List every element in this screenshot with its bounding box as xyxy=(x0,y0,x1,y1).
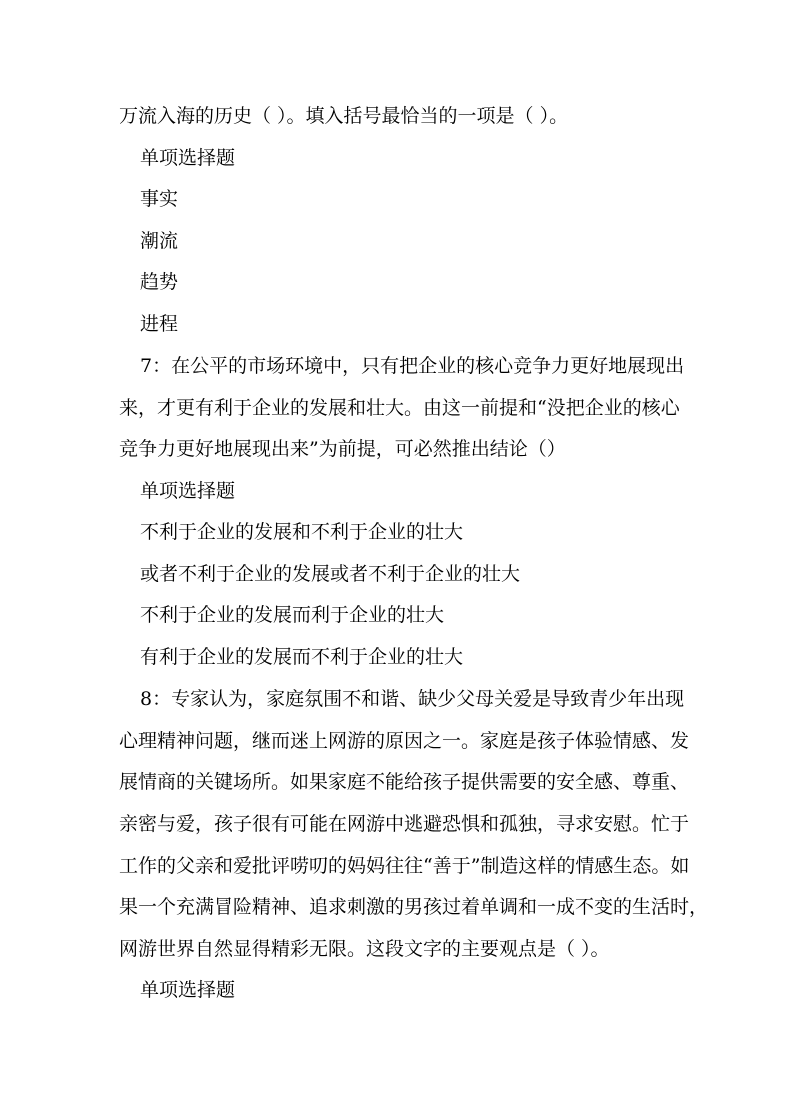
question-6-text-tail: 万流入海的历史（ ）。填入括号最恰当的一项是（ ）。 xyxy=(119,105,569,127)
question-8-text: 心理精神问题，继而迷上网游的原因之一。家庭是孩子体验情感、发 xyxy=(119,730,690,752)
option-1: 事实 xyxy=(140,188,179,210)
question-7-text: 7：在公平的市场环境中，只有把企业的核心竞争力更好地展现出 xyxy=(140,355,685,377)
option-4: 进程 xyxy=(140,313,179,335)
question-7-text: 来，才更有利于企业的发展和壮大。由这一前提和“没把企业的核心 xyxy=(119,397,680,419)
question-type-label: 单项选择题 xyxy=(140,480,236,502)
question-8-text: 网游世界自然显得精彩无限。这段文字的主要观点是（ ）。 xyxy=(119,938,610,960)
option-2: 潮流 xyxy=(140,230,179,252)
option-3: 不利于企业的发展而利于企业的壮大 xyxy=(140,604,445,626)
question-8-text: 果一个充满冒险精神、追求刺激的男孩过着单调和一成不变的生活时， xyxy=(119,896,709,918)
option-1: 不利于企业的发展和不利于企业的壮大 xyxy=(140,521,464,543)
question-8-text: 亲密与爱，孩子很有可能在网游中逃避恐惧和孤独，寻求安慰。忙于 xyxy=(119,813,690,835)
question-8-text: 展情商的关键场所。如果家庭不能给孩子提供需要的安全感、尊重、 xyxy=(119,771,690,793)
option-4: 有利于企业的发展而不利于企业的壮大 xyxy=(140,646,464,668)
option-2: 或者不利于企业的发展或者不利于企业的壮大 xyxy=(140,563,521,585)
question-8-text: 8：专家认为，家庭氛围不和谐、缺少父母关爱是导致青少年出现 xyxy=(140,688,685,710)
question-8-text: 工作的父亲和爱批评唠叨的妈妈往往“善于”制造这样的情感生态。如 xyxy=(119,855,690,877)
question-type-label: 单项选择题 xyxy=(140,147,236,169)
question-type-label: 单项选择题 xyxy=(140,979,236,1001)
question-7-text: 竞争力更好地展现出来”为前提，可必然推出结论（） xyxy=(119,438,566,460)
option-3: 趋势 xyxy=(140,271,179,293)
